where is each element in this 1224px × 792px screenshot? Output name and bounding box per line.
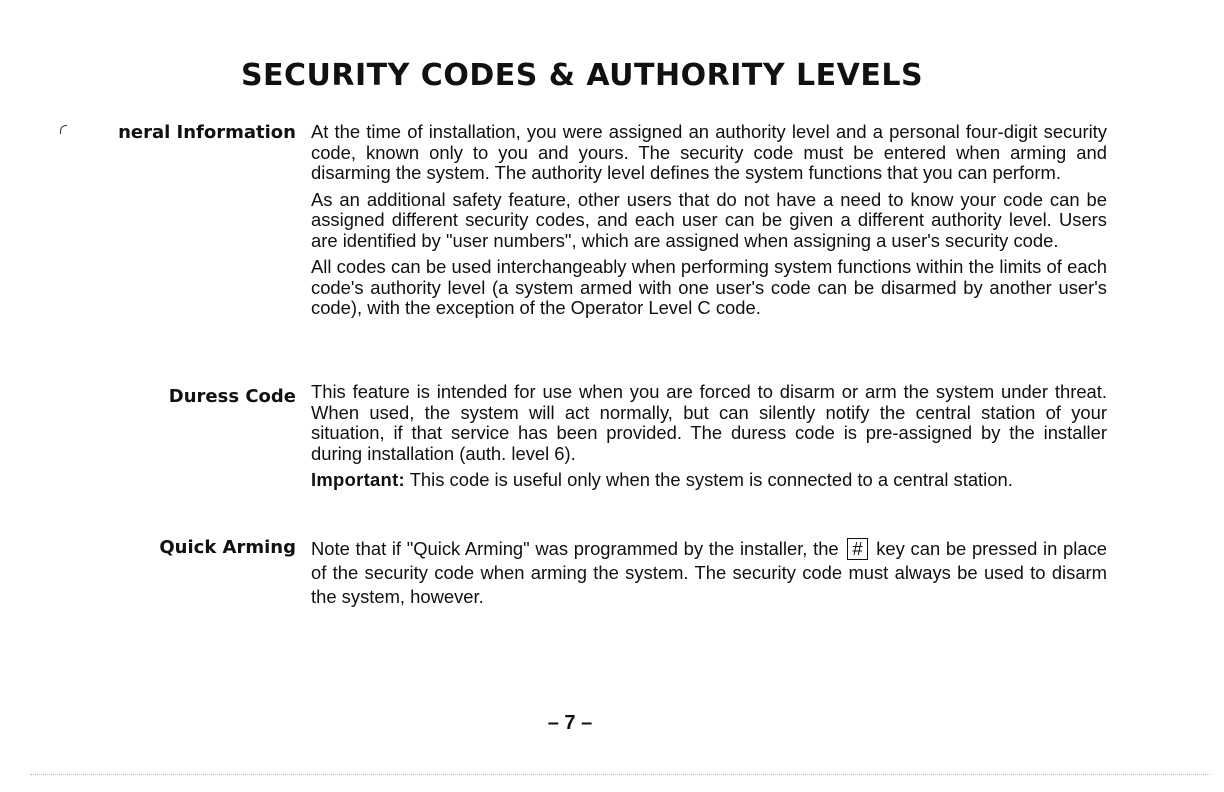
scan-artifact-mark (60, 125, 67, 134)
section-body-quick-arming (311, 537, 1107, 615)
general-paragraph-2: As an additional safety feature, other users that do not have a need to know your code can be assigned different security codes, and each user can be given a different authority level. Users are identified by "user numbers", which are assigned when assigning a user's security code. (311, 188, 1107, 251)
duress-important-note (311, 470, 1107, 491)
page-title: SECURITY CODES & AUTHORITY LEVELS (240, 58, 924, 93)
section-label-duress-code: Duress Code (168, 386, 296, 407)
section-body-duress-code (311, 382, 1107, 497)
general-paragraph-3: All codes can be used interchangeably when performing system functions within the limits of each code's authority level (a system armed with one user's code can be disarmed by another user's code), with the exception of the Operator Level C code. (311, 256, 1107, 318)
pound-key-icon: # (847, 538, 867, 560)
quick-arming-text-before-key: Note that if "Quick Arming" was programmed by the installer, the (311, 538, 839, 559)
general-paragraph-1: At the time of installation, you were assigned an authority level and a personal four-digit security code, known only to you and yours. The security code must be entered when arming and disarming the system. The authority level defines the system functions that you can perform. (311, 121, 1107, 183)
page-number: – 7 – (547, 712, 593, 734)
duress-paragraph: This feature is intended for use when you are forced to disarm or arm the system under threat. When used, the system will act normally, but can silently notify the central station of your situation, if that service has been provided. The duress code is pre-assigned by the installer during installation (auth. level 6). (311, 381, 1107, 464)
important-text: This code is useful only when the system is connected to a central station. (404, 469, 1013, 490)
quick-arming-paragraph (311, 537, 1107, 609)
important-label: Important: (311, 469, 405, 490)
scan-edge-artifact (30, 774, 1210, 775)
section-body-general-information (311, 122, 1107, 325)
section-label-general-information: neral Information (118, 122, 296, 143)
quick-arming-text-after-key: key can be pressed in place of the security code when arming the system. The security code must always be used to disarm the system, however. (311, 538, 1107, 607)
section-label-quick-arming: Quick Arming (159, 537, 296, 558)
